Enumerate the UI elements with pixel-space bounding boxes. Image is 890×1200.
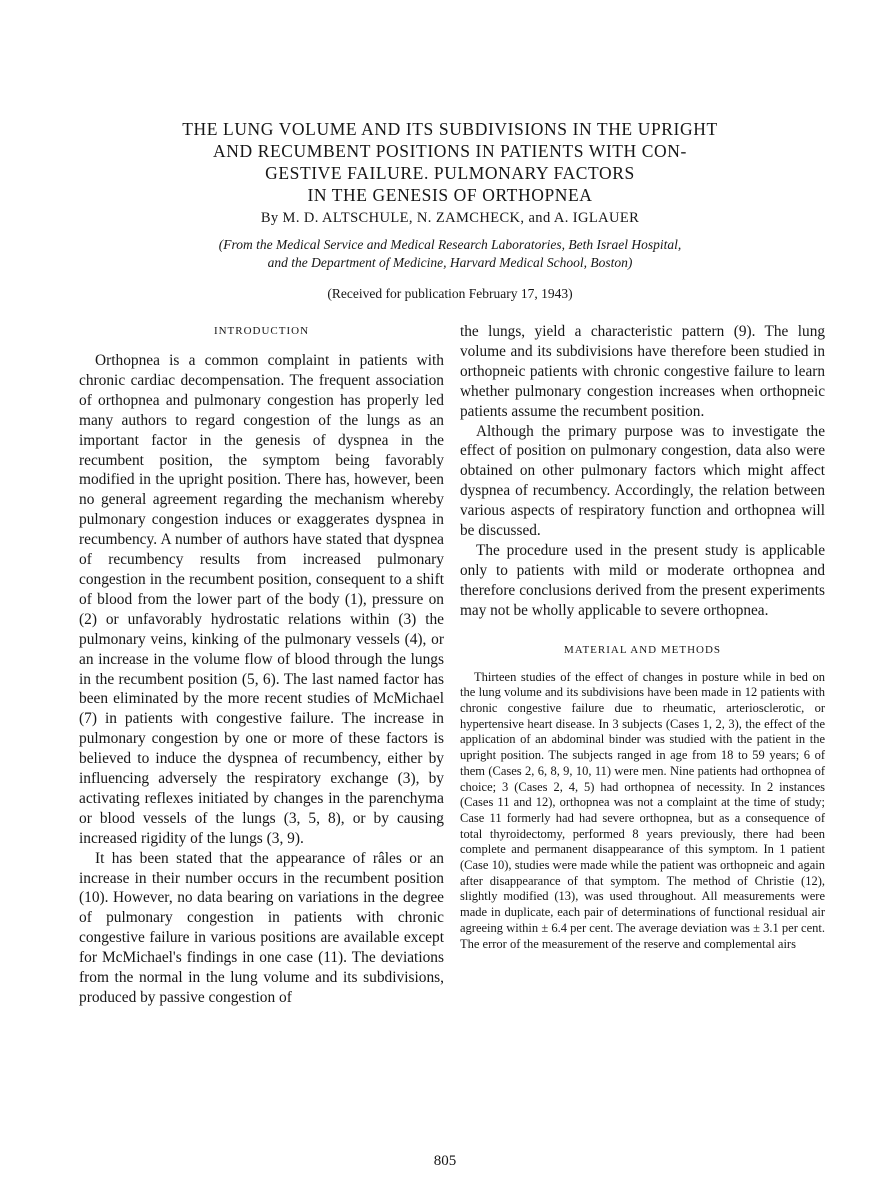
paragraph: It has been stated that the appearance of râles or an increase in their number occurs in the recumbent position (10). However, no data bearing on variations in the degree of pulmonary congestion in patients with chronic congestive failure in various positions are available except for McMichael's findings in one case (11). The deviations from the normal in the lung volume and its subdivisions, produced by passive congestion of	[79, 849, 444, 1006]
title-line: GESTIVE FAILURE. PULMONARY FACTORS	[265, 163, 635, 183]
affiliation-line: and the Department of Medicine, Harvard Medical School, Boston)	[267, 255, 633, 270]
page-number: 805	[433, 1153, 457, 1169]
affiliation	[120, 236, 780, 272]
author-line: By M. D. ALTSCHULE, N. ZAMCHECK, and A. IGLAUER	[260, 210, 640, 226]
introduction-heading: INTRODUCTION	[213, 325, 310, 337]
affiliation-line: (From the Medical Service and Medical Research Laboratories, Beth Israel Hospital,	[218, 237, 682, 252]
methods-heading: MATERIAL AND METHODS	[563, 643, 722, 656]
paragraph: The procedure used in the present study is applicable only to patients with mild or moderate orthopnea and therefore conclusions derived from the present experiments may not be wholly applicable to severe orthopnea.	[460, 541, 825, 619]
title-line: AND RECUMBENT POSITIONS IN PATIENTS WITH CON-	[213, 141, 687, 161]
article-title	[100, 118, 800, 206]
paragraph-continued: the lungs, yield a characteristic pattern (9). The lung volume and its subdivisions have therefore been studied in orthopneic patients with chronic congestive failure to learn whether pulmonary congestion increases when orthopneic patients assume the recumbent position.	[460, 323, 825, 420]
paragraph: Orthopnea is a common complaint in patients with chronic cardiac decompensation. The frequent association of orthopnea and pulmonary congestion has properly led many authors to regard congestion of the lungs as an important factor in the genesis of dyspnea in the recumbent position, the symptom being favorably modified in the upright position. There has, however, been no general agreement regarding the mechanism whereby pulmonary congestion induces or exaggerates dyspnea in recumbency. A number of authors have stated that dyspnea of recumbency results from increased pulmonary congestion in the recumbent position, consequent to a shift of blood from the lower part of the body (1), pressure on (2) or unfavorably hydrostatic relations within (3) the pulmonary veins, kinking of the pulmonary vessels (4), or an increase in the volume flow of blood through the lungs in the recumbent position (5, 6). The last named factor has been eliminated by the more recent studies of McMichael (7) in patients with congestive failure. The increase in pulmonary congestion by one or more of these factors is believed to induce the dyspnea of recumbency, either by influencing adversely the respiratory exchange (3), by activating reflexes initiated by changes in the parenchyma or blood vessels of the lungs (3, 5, 8), or by causing increased rigidity of the lungs (3, 9).	[79, 352, 444, 847]
title-line: IN THE GENESIS OF ORTHOPNEA	[307, 185, 593, 205]
right-column	[460, 322, 825, 952]
title-line: THE LUNG VOLUME AND ITS SUBDIVISIONS IN THE UPRIGHT	[182, 119, 718, 139]
received-date: (Received for publication February 17, 1943)	[327, 286, 573, 301]
paragraph: Although the primary purpose was to investigate the effect of position on pulmonary congestion, data also were obtained on other pulmonary factors which might affect dyspnea of recumbency. Accordingly, the relation between various aspects of respiratory function and orthopnea will be discussed.	[460, 422, 825, 540]
paragraph: Thirteen studies of the effect of changes in posture while in bed on the lung volume and its subdivisions have been made in 12 patients with chronic congestive failure due to rheumatic, arteriosclerotic, or hypertensive heart disease. In 3 subjects (Cases 1, 2, 3), the effect of the application of an abdominal binder was studied with the patient in the upright position. The subjects ranged in age from 18 to 59 years; 6 of them (Cases 2, 6, 8, 9, 10, 11) were men. Nine patients had orthopnea of choice; 3 (Cases 2, 4, 5) had orthopnea of necessity. In 2 instances (Cases 11 and 12), orthopnea was not a complaint at the time of study; Case 11 formerly had had severe orthopnea, but as a consequence of total thyroidectomy, performed 8 years previously, there had been complete and permanent disappearance of this symptom. In 1 patient (Case 10), studies were made while the patient was orthopneic and again after disappearance of that symptom. The method of Christie (12), slightly modified (13), was used throughout. All measurements were made in duplicate, each pair of determinations of functional residual air agreeing within ± 6.4 per cent. The average deviation was ± 3.1 per cent. The error of the measurement of the reserve and complemental airs	[460, 669, 825, 951]
left-column	[79, 322, 444, 1008]
